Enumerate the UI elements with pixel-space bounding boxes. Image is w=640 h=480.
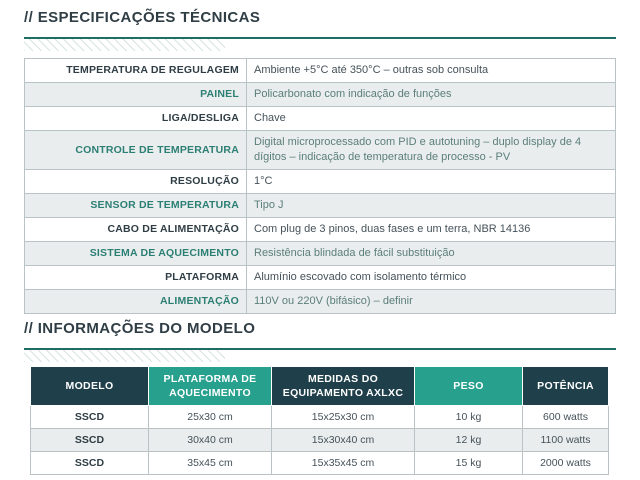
spec-label: RESOLUÇÃO xyxy=(25,170,247,194)
models-title-rule xyxy=(24,348,616,350)
model-cell: SSCD xyxy=(31,406,149,429)
spec-value: Com plug de 3 pinos, duas fases e um terra, NBR 14136 xyxy=(247,218,616,242)
spec-row-cabo-alimentacao xyxy=(25,218,616,242)
header-plataforma: PLATAFORMA DE AQUECIMENTO xyxy=(149,367,272,406)
spec-label: TEMPERATURA DE REGULAGEM xyxy=(25,59,247,83)
spec-label: CONTROLE DE TEMPERATURA xyxy=(25,131,247,170)
model-row xyxy=(31,406,609,429)
plataforma-cell: 30x40 cm xyxy=(149,429,272,452)
header-potencia: POTÊNCIA xyxy=(523,367,609,406)
spec-row-painel xyxy=(25,83,616,107)
spec-row-alimentacao xyxy=(25,290,616,314)
potencia-cell: 1100 watts xyxy=(523,429,609,452)
spec-row-plataforma xyxy=(25,266,616,290)
spec-label: ALIMENTAÇÃO xyxy=(25,290,247,314)
spec-value: Tipo J xyxy=(247,194,616,218)
specs-title-rule xyxy=(24,37,616,39)
header-modelo: MODELO xyxy=(31,367,149,406)
spec-row-sistema-aquecimento xyxy=(25,242,616,266)
specs-title: // ESPECIFICAÇÕES TÉCNICAS xyxy=(24,9,261,26)
peso-cell: 15 kg xyxy=(415,452,523,475)
model-cell: SSCD xyxy=(31,452,149,475)
medidas-cell: 15x25x30 cm xyxy=(272,406,415,429)
spec-row-controle-temperatura xyxy=(25,131,616,170)
spec-label: PAINEL xyxy=(25,83,247,107)
spec-value: Resistência blindada de fácil substituição xyxy=(247,242,616,266)
models-header-row xyxy=(31,367,609,406)
header-medidas: MEDIDAS DO EQUIPAMENTO AXLXC xyxy=(272,367,415,406)
plataforma-cell: 35x45 cm xyxy=(149,452,272,475)
spec-value: Digital microprocessado com PID e autotuning – duplo display de 4 dígitos – indicação de temperatura de processo - PV xyxy=(247,131,616,170)
spec-value: 1°C xyxy=(247,170,616,194)
potencia-cell: 2000 watts xyxy=(523,452,609,475)
spec-row-temperatura-regulagem xyxy=(25,59,616,83)
spec-row-liga-desliga xyxy=(25,107,616,131)
spec-row-resolucao xyxy=(25,170,616,194)
model-row xyxy=(31,452,609,475)
medidas-cell: 15x35x45 cm xyxy=(272,452,415,475)
spec-label: SISTEMA DE AQUECIMENTO xyxy=(25,242,247,266)
spec-label: PLATAFORMA xyxy=(25,266,247,290)
peso-cell: 10 kg xyxy=(415,406,523,429)
spec-label: LIGA/DESLIGA xyxy=(25,107,247,131)
medidas-cell: 15x30x40 cm xyxy=(272,429,415,452)
spec-value: Ambiente +5°C até 350°C – outras sob consulta xyxy=(247,59,616,83)
spec-value: Policarbonato com indicação de funções xyxy=(247,83,616,107)
spec-label: CABO DE ALIMENTAÇÃO xyxy=(25,218,247,242)
specs-table xyxy=(24,58,616,314)
spec-value: Alumínio escovado com isolamento térmico xyxy=(247,266,616,290)
spec-label: SENSOR DE TEMPERATURA xyxy=(25,194,247,218)
potencia-cell: 600 watts xyxy=(523,406,609,429)
header-peso: PESO xyxy=(415,367,523,406)
model-cell: SSCD xyxy=(31,429,149,452)
models-title: // INFORMAÇÕES DO MODELO xyxy=(24,320,256,337)
plataforma-cell: 25x30 cm xyxy=(149,406,272,429)
models-table xyxy=(30,366,609,475)
spec-value: Chave xyxy=(247,107,616,131)
peso-cell: 12 kg xyxy=(415,429,523,452)
model-row xyxy=(31,429,609,452)
spec-value: 110V ou 220V (bifásico) – definir xyxy=(247,290,616,314)
spec-row-sensor-temperatura xyxy=(25,194,616,218)
